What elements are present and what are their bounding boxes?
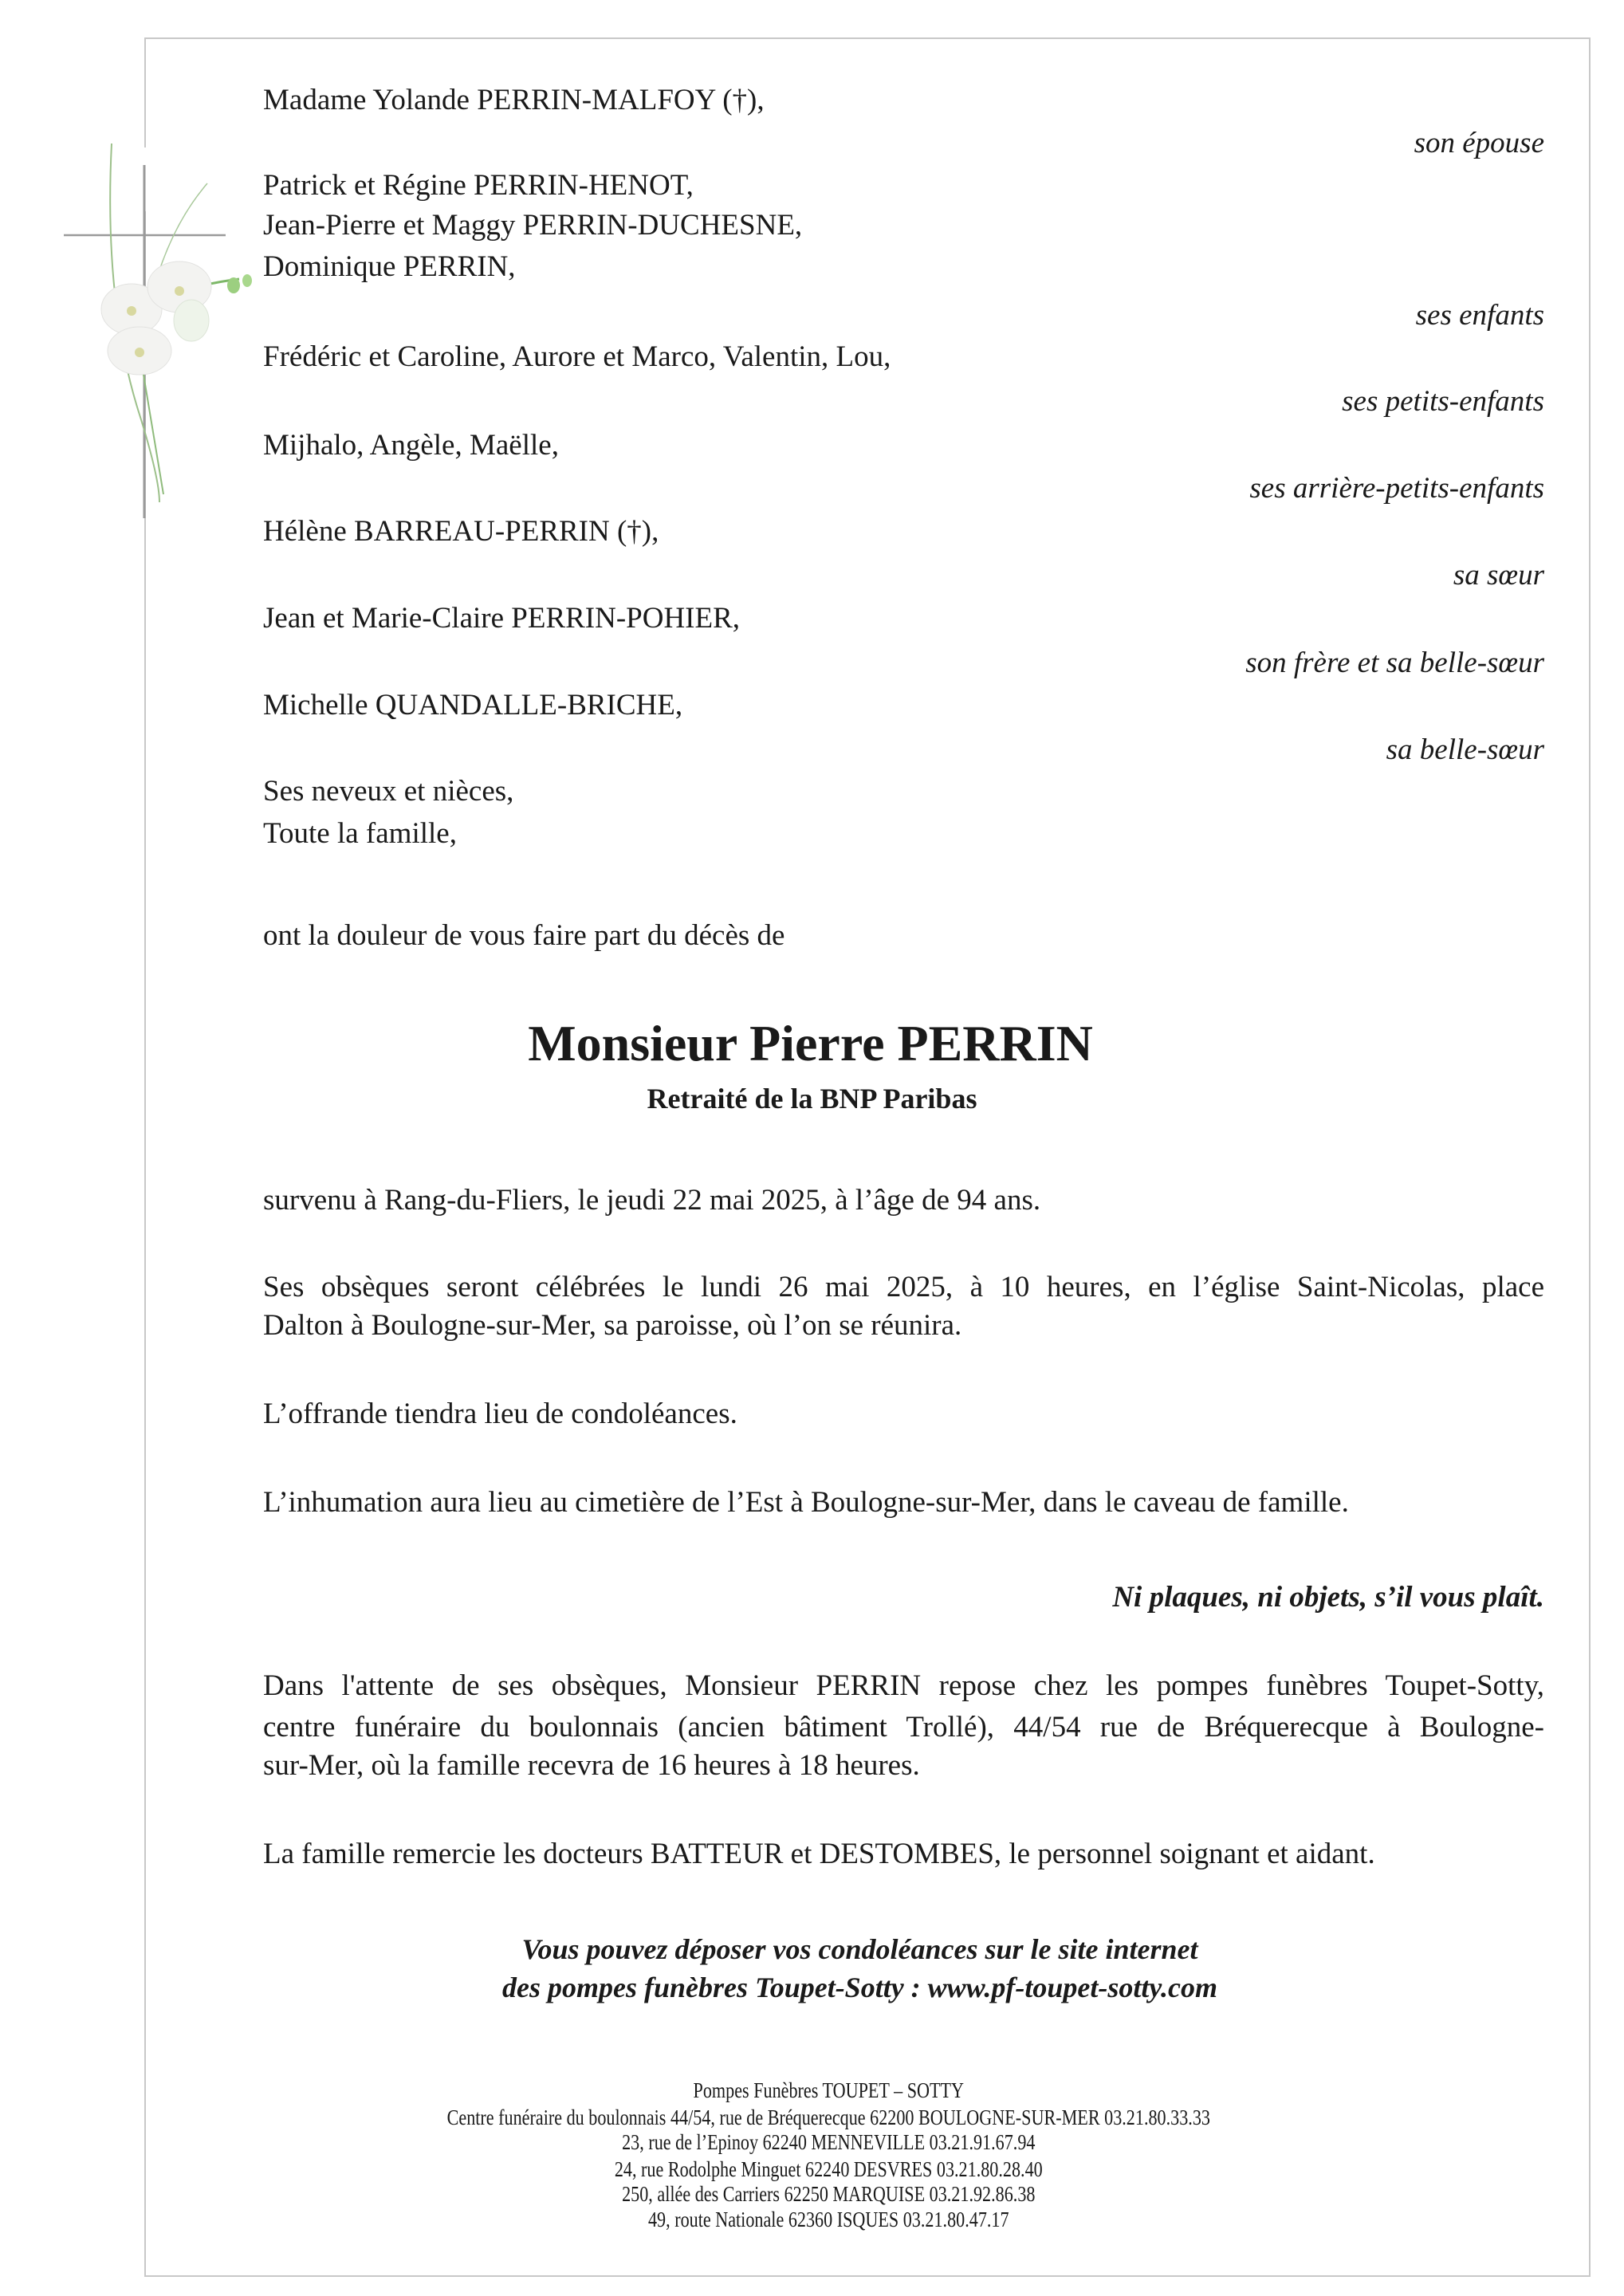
family-name: Michelle QUANDALLE-BRICHE, [263, 689, 683, 721]
relation-label: sa belle-sœur [1386, 733, 1544, 766]
family-name: Jean et Marie-Claire PERRIN-POHIER, [263, 602, 741, 635]
footer-line: Pompes Funèbres TOUPET – SOTTY [693, 2078, 965, 2102]
family-name: Dominique PERRIN, [263, 250, 516, 283]
footer-line: 24, rue Rodolphe Minguet 62240 DESVRES 03.21.80.28.40 [614, 2157, 1043, 2181]
condolences-link[interactable]: des pompes funèbres Toupet-Sotty : www.pf-toupet-sotty.com [502, 1972, 1217, 2003]
footer-line: Centre funéraire du boulonnais 44/54, rue de Bréquerecque 62200 BOULOGNE-SUR-MER 03.21.80.33.33 [446, 2105, 1210, 2129]
relation-label: ses petits-enfants [1342, 385, 1544, 418]
burial-text: L’inhumation aura lieu au cimetière de l’Est à Boulogne-sur-Mer, dans le caveau de famille. [263, 1486, 1349, 1519]
family-name: Mijhalo, Angèle, Maëlle, [263, 429, 559, 462]
relation-label: ses enfants [1415, 299, 1544, 332]
intro-text: ont la douleur de vous faire part du décès de [263, 919, 785, 952]
family-name: Ses neveux et nièces, [263, 775, 514, 808]
deceased-title: Retraité de la BNP Paribas [647, 1083, 977, 1115]
family-name: Toute la famille, [263, 817, 457, 850]
thanks-text: La famille remercie les docteurs BATTEUR et DESTOMBES, le personnel soignant et aidant. [263, 1838, 1375, 1870]
relation-label: sa sœur [1453, 559, 1544, 592]
family-name: Frédéric et Caroline, Aurore et Marco, Valentin, Lou, [263, 340, 891, 373]
rest-text: Dans l'attente de ses obsèques, Monsieur PERRIN repose chez les pompes funèbres Toupet-Sotty, [263, 1669, 1544, 1702]
death-text: survenu à Rang-du-Fliers, le jeudi 22 mai 2025, à l’âge de 94 ans. [263, 1184, 1041, 1217]
relation-label: ses arrière-petits-enfants [1249, 472, 1544, 505]
footer-line: 49, route Nationale 62360 ISQUES 03.21.80.47.17 [647, 2208, 1009, 2231]
offering-text: L’offrande tiendra lieu de condoléances. [263, 1398, 737, 1430]
no-flowers-text: Ni plaques, ni objets, s’il vous plaît. [1112, 1581, 1544, 1614]
family-name: Patrick et Régine PERRIN-HENOT, [263, 169, 694, 202]
funeral-text: Ses obsèques seront célébrées le lundi 26 mai 2025, à 10 heures, en l’église Saint-Nicolas, place [263, 1271, 1544, 1303]
footer-line: 250, allée des Carriers 62250 MARQUISE 03.21.92.86.38 [622, 2182, 1036, 2206]
deceased-name: Monsieur Pierre PERRIN [528, 1015, 1093, 1071]
condolences-text: Vous pouvez déposer vos condoléances sur le site internet [521, 1933, 1198, 1965]
family-name: Hélène BARREAU-PERRIN (†), [263, 515, 659, 548]
relation-label: son épouse [1414, 127, 1544, 159]
family-name: Madame Yolande PERRIN-MALFOY (†), [263, 84, 765, 116]
rest-text: centre funéraire du boulonnais (ancien bâtiment Trollé), 44/54 rue de Bréquerecque à Boulogne- [263, 1711, 1544, 1744]
rest-text: sur-Mer, où la famille recevra de 16 heures à 18 heures. [263, 1749, 920, 1782]
funeral-text: Dalton à Boulogne-sur-Mer, sa paroisse, où l’on se réunira. [263, 1309, 962, 1342]
cross-orchid-icon [48, 144, 255, 590]
footer-line: 23, rue de l’Epinoy 62240 MENNEVILLE 03.21.91.67.94 [622, 2130, 1036, 2154]
relation-label: son frère et sa belle-sœur [1245, 647, 1544, 679]
family-name: Jean-Pierre et Maggy PERRIN-DUCHESNE, [263, 209, 803, 242]
